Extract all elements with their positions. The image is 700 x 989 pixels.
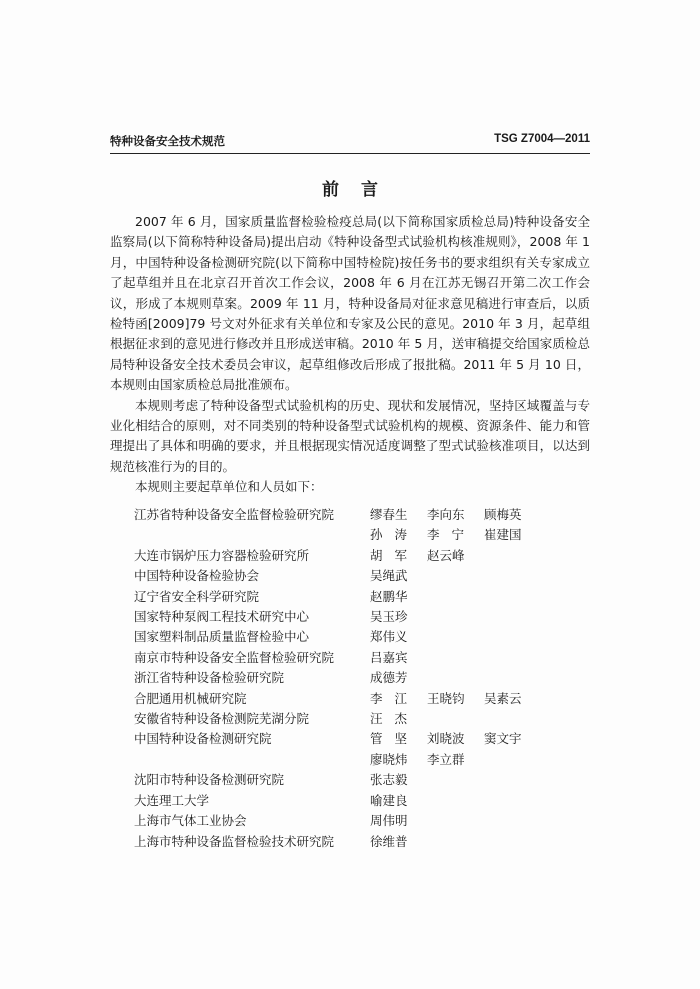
drafter-person: 窦文宇	[484, 731, 522, 747]
drafter-unit: 大连市锅炉压力容器检验研究所	[134, 547, 310, 563]
header-divider	[110, 153, 590, 154]
drafter-people	[370, 832, 590, 852]
drafter-unit: 江苏省特种设备安全监督检验研究院	[134, 507, 335, 522]
drafter-person: 李江	[370, 690, 420, 706]
paragraph-history: 2007 年 6 月，国家质量监督检验检疫总局(以下简称国家质检总局)特种设备安全监察局(以下简称特种设备局)提出启动《特种设备型式试验机构核准规则》，2008 年 1 月，中国特种设备检测研究院(以下简称中国特检院)按任务书的要求组织有关专家成立了起草组并且在北京召开首次工作会议，2008 年 6 月在江苏无锡召开第二次工作会议，形成了本规则草案。2009 年 11 月，特种设备局对征求意见稿进行审查后，以质检特函[2009]79 号文对外征求有关单位和专家及公民的意见。2010 年 3 月，起草组根据征求到的意见进行修改并且形成送审稿。2010 年 5 月，送审稿提交给国家质检总局特种设备安全技术委员会审议，起草组修改后形成了报批稿。2011 年 5 月 10 日，本规则由国家质检总局批准颁布。	[110, 214, 590, 393]
drafter-unit: 中国特种设备检测研究院	[134, 731, 272, 747]
drafter-unit: 浙江省特种设备检验研究院	[134, 670, 285, 686]
drafter-person: 吴素云	[484, 690, 522, 706]
drafter-people	[370, 627, 590, 647]
drafter-unit: 大连理工大学	[134, 792, 210, 808]
drafter-row	[134, 709, 590, 729]
drafter-unit: 国家塑料制品质量监督检验中心	[134, 629, 310, 645]
drafter-unit: 南京市特种设备安全监督检验研究院	[134, 649, 335, 665]
drafter-people	[370, 811, 590, 831]
drafter-unit: 辽宁省安全科学研究院	[134, 588, 260, 604]
drafter-people	[370, 505, 590, 546]
drafter-row	[134, 668, 590, 688]
drafter-people	[370, 648, 590, 668]
page-title: 前言	[322, 180, 400, 200]
drafter-person: 管坚	[370, 731, 420, 747]
drafter-row	[134, 689, 590, 709]
drafter-unit: 安徽省特种设备检测院芜湖分院	[134, 711, 310, 727]
drafter-people	[370, 668, 590, 688]
drafter-row	[134, 546, 590, 566]
paragraph-drafters-intro: 本规则主要起草单位和人员如下：	[135, 479, 323, 495]
drafter-row	[134, 566, 590, 586]
drafter-person: 李向东	[427, 507, 465, 522]
drafter-row	[134, 832, 590, 852]
drafter-person: 吴绳武	[370, 568, 408, 584]
drafter-person: 顾梅英	[484, 507, 522, 522]
drafter-people	[370, 587, 590, 607]
drafter-unit: 沈阳市特种设备检测研究院	[134, 772, 285, 788]
drafter-person: 李立群	[427, 751, 465, 767]
drafter-people	[370, 729, 590, 770]
drafter-unit: 中国特种设备检验协会	[134, 568, 260, 584]
drafter-person: 赵鹏华	[370, 588, 408, 604]
foreword-body	[110, 212, 590, 498]
drafter-person: 缪春生	[370, 507, 408, 522]
drafter-row	[134, 770, 590, 790]
drafter-row	[134, 791, 590, 811]
drafter-row	[134, 505, 590, 546]
drafter-people	[370, 709, 590, 729]
drafter-row	[134, 729, 590, 770]
drafter-person: 李宁	[427, 527, 477, 543]
drafter-row	[134, 627, 590, 647]
drafter-person: 吴玉珍	[370, 609, 408, 625]
drafter-person: 胡军	[370, 547, 420, 563]
header-series-title: 特种设备安全技术规范	[110, 134, 225, 148]
drafter-person: 汪杰	[370, 711, 420, 727]
drafter-people	[370, 607, 590, 627]
drafter-person: 孙涛	[370, 527, 420, 543]
drafter-unit: 国家特种泵阀工程技术研究中心	[134, 609, 310, 625]
drafter-person: 崔建国	[484, 527, 522, 543]
drafters-list	[134, 505, 590, 852]
drafter-person: 王晓钧	[427, 690, 465, 706]
drafter-unit: 上海市特种设备监督检验技术研究院	[134, 833, 335, 849]
running-header	[110, 133, 590, 153]
drafter-person: 喻建良	[370, 792, 408, 808]
drafter-person: 赵云峰	[427, 547, 465, 563]
header-standard-code: TSG Z7004—2011	[494, 133, 590, 145]
drafter-row	[134, 587, 590, 607]
drafter-person: 张志毅	[370, 772, 408, 788]
drafter-people	[370, 689, 590, 709]
drafter-row	[134, 607, 590, 627]
drafter-people	[370, 770, 590, 790]
drafter-people	[370, 566, 590, 586]
drafter-unit: 上海市气体工业协会	[134, 813, 247, 829]
drafter-row	[134, 648, 590, 668]
drafter-people	[370, 791, 590, 811]
drafter-person: 廖晓炜	[370, 751, 408, 767]
drafter-person: 周伟明	[370, 813, 408, 829]
drafter-people	[370, 546, 590, 566]
drafter-unit: 合肥通用机械研究院	[134, 690, 247, 706]
drafter-person: 成德芳	[370, 670, 408, 686]
drafter-row	[134, 811, 590, 831]
drafter-person: 吕嘉宾	[370, 649, 408, 665]
drafter-person: 郑伟义	[370, 629, 408, 645]
drafter-person: 刘晓波	[427, 731, 465, 747]
paragraph-principles: 本规则考虑了特种设备型式试验机构的历史、现状和发展情况，坚持区域覆盖与专业化相结合的原则，对不同类别的特种设备型式试验机构的规模、资源条件、能力和管理提出了具体和明确的要求，并且根据现实情况适度调整了型式试验核准项目，以达到规范核准行为的目的。	[110, 397, 590, 474]
drafter-person: 徐维普	[370, 833, 408, 849]
